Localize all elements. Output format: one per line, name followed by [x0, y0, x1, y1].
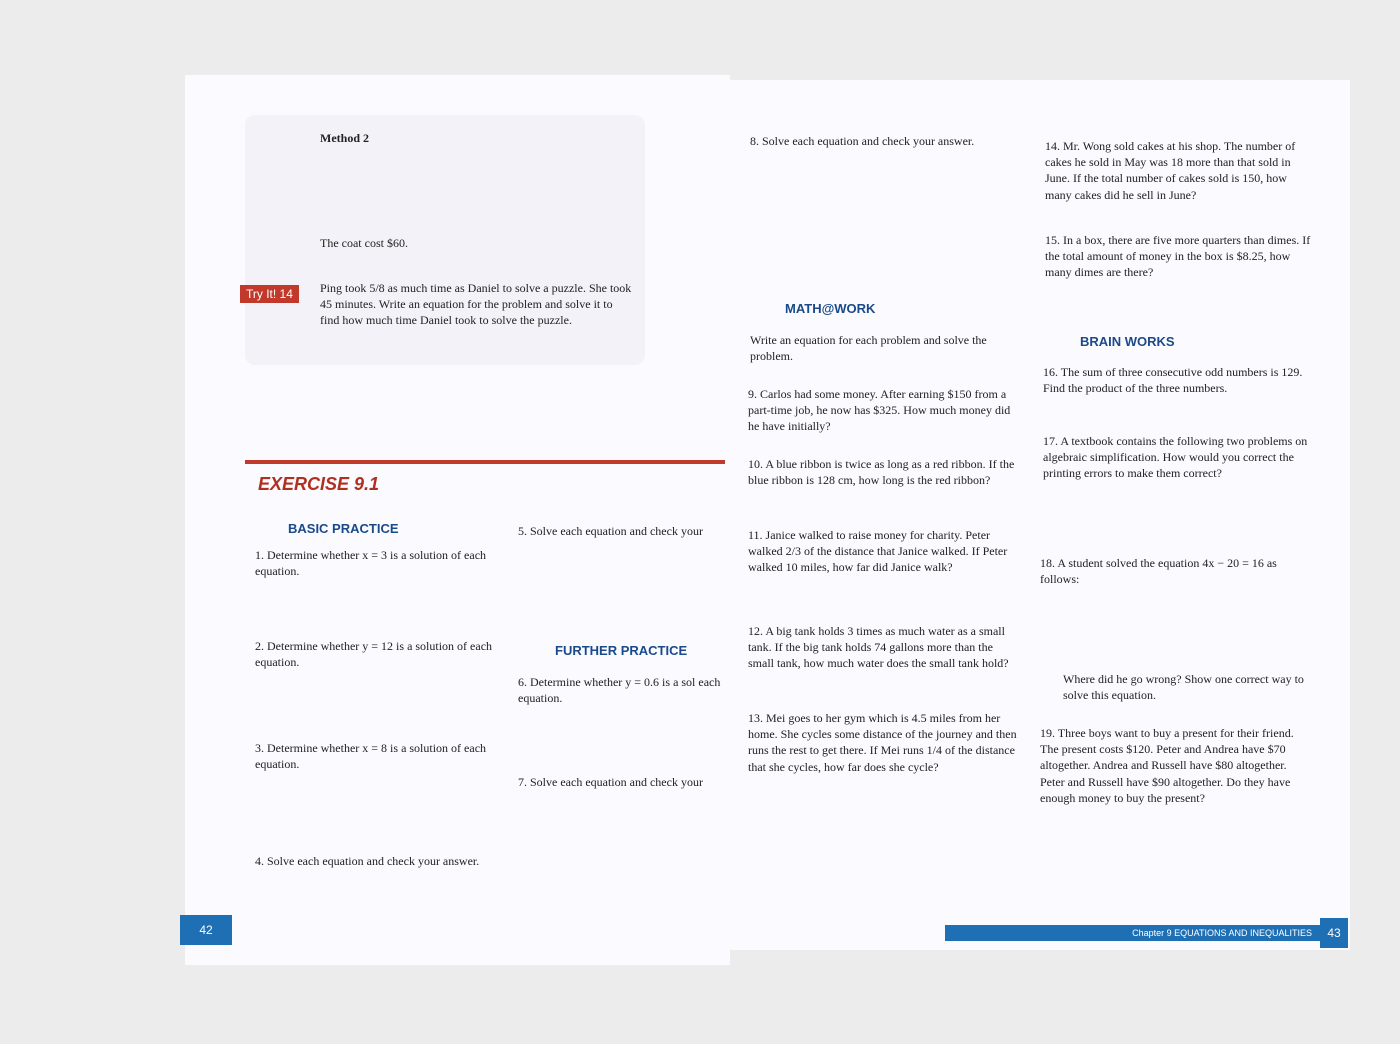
- math-at-work-heading: MATH@WORK: [785, 301, 876, 316]
- chapter-footer: Chapter 9 EQUATIONS AND INEQUALITIES: [945, 925, 1320, 941]
- question-3: 3. Determine whether x = 8 is a solution of each equation.: [255, 741, 487, 772]
- question-14: 14. Mr. Wong sold cakes at his shop. The number of cakes he sold in May was 18 more than that sold in June. If the total number of cakes sold is 150, how many cakes did he sell in June?: [1045, 139, 1296, 202]
- exercise-bar: [245, 460, 725, 464]
- exercise-title: EXERCISE 9.1: [258, 474, 380, 494]
- question-19: 19. Three boys want to buy a present for their friend. The present costs $120. Peter and Andrea have $70 altogether. Andrea and Russell have $80 altogether. Peter and Russell have $90 altogether. Do they have enough money to buy the present?: [1040, 726, 1294, 805]
- question-2: 2. Determine whether y = 12 is a solution of each equation.: [255, 639, 493, 670]
- question-10: 10. A blue ribbon is twice as long as a red ribbon. If the blue ribbon is 128 cm, how long is the red ribbon?: [748, 457, 1015, 488]
- question-4: 4. Solve each equation and check your answer.: [255, 854, 480, 868]
- question-18: 18. A student solved the equation 4x − 20 = 16 as follows:: [1040, 556, 1277, 587]
- brain-works-heading: BRAIN WORKS: [1080, 334, 1175, 349]
- further-practice-heading: FURTHER PRACTICE: [555, 643, 688, 658]
- question-15: 15. In a box, there are five more quarters than dimes. If the total amount of money in the box is $8.25, how many dimes are there?: [1045, 233, 1311, 280]
- try-it-badge: Try It! 14: [240, 285, 299, 303]
- question-12: 12. A big tank holds 3 times as much water as a small tank. If the big tank holds 74 gallons more than the small tank, how much water does the small tank hold?: [748, 624, 1009, 671]
- question-9: 9. Carlos had some money. After earning $150 from a part-time job, he now has $325. How much money did he have initially?: [748, 387, 1011, 434]
- math-at-work-text: Write an equation for each problem and solve the problem.: [750, 333, 987, 364]
- question-8: 8. Solve each equation and check your answer.: [750, 134, 975, 148]
- question-6: 6. Determine whether y = 0.6 is a sol each equation.: [518, 675, 721, 706]
- page-number-left: 42: [180, 915, 232, 945]
- method-heading: Method 2: [320, 131, 369, 145]
- question-1: 1. Determine whether x = 3 is a solution of each equation.: [255, 548, 487, 579]
- try-it-text: Ping took 5/8 as much time as Daniel to solve a puzzle. She took 45 minutes. Write an equation for the problem and solve it to find how much time Daniel took to solve the puzzle.: [320, 281, 632, 328]
- question-7: 7. Solve each equation and check your: [518, 775, 703, 789]
- question-18-follow-up: Where did he go wrong? Show one correct way to solve this equation.: [1063, 672, 1304, 703]
- question-16: 16. The sum of three consecutive odd numbers is 129. Find the product of the three numbers.: [1043, 365, 1303, 396]
- basic-practice-heading: BASIC PRACTICE: [288, 521, 399, 536]
- question-13: 13. Mei goes to her gym which is 4.5 miles from her home. She cycles some distance of the journey and then runs the rest to get there. If Mei runs 1/4 of the distance that she cycles, how far does she cycle?: [748, 711, 1017, 774]
- coat-answer: The coat cost $60.: [320, 236, 408, 250]
- question-17: 17. A textbook contains the following two problems on algebraic simplification. How would you correct the printing errors to make them correct?: [1043, 434, 1308, 481]
- right-page: [730, 80, 1350, 950]
- page-number-right: 43: [1320, 918, 1348, 948]
- question-11: 11. Janice walked to raise money for charity. Peter walked 2/3 of the distance that Janice walked. If Peter walked 10 miles, how far did Janice walk?: [748, 528, 1008, 575]
- question-5: 5. Solve each equation and check your: [518, 524, 703, 538]
